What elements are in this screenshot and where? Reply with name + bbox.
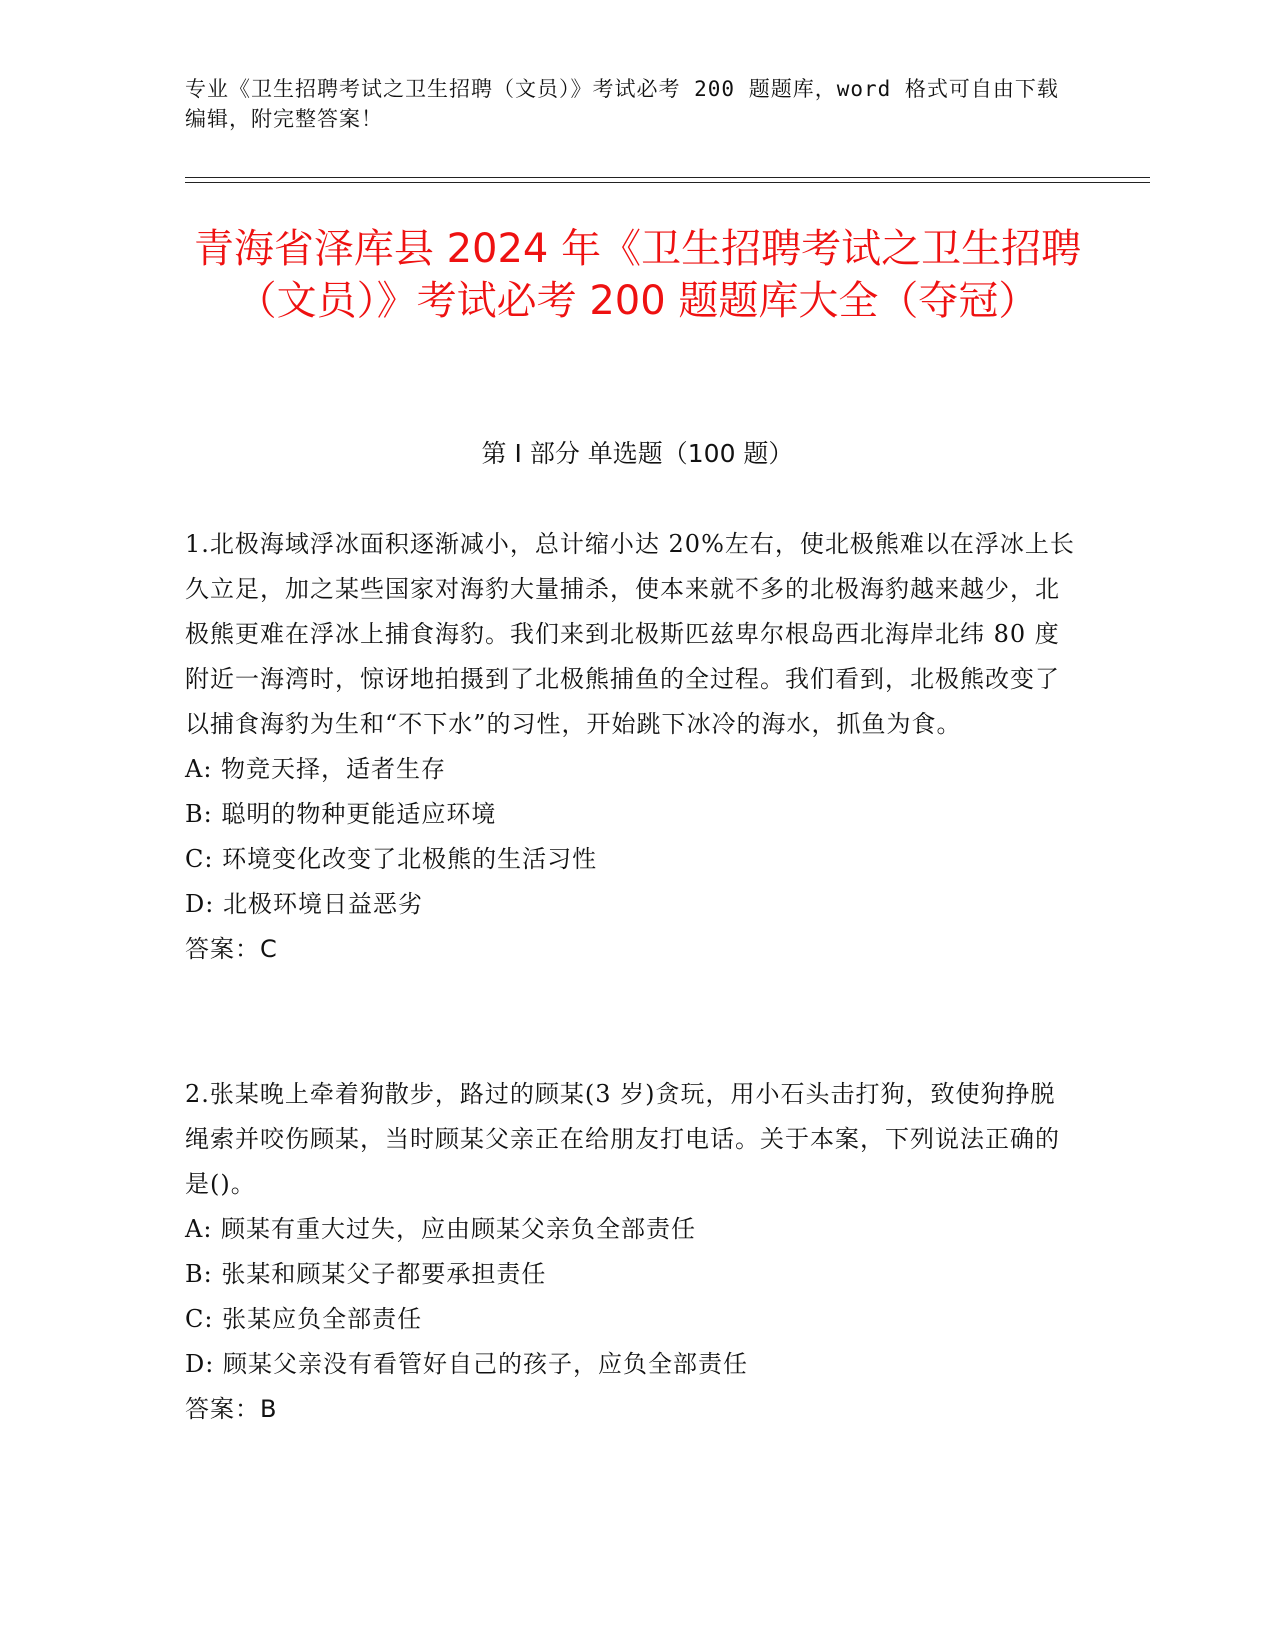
option-c: C: 张某应负全部责任 bbox=[185, 1305, 423, 1333]
answer-label: 答案：C bbox=[185, 935, 278, 963]
option-b: B: 张某和顾某父子都要承担责任 bbox=[185, 1260, 547, 1288]
answer-label: 答案：B bbox=[185, 1395, 278, 1423]
header-note: 专业《卫生招聘考试之卫生招聘（文员）》考试必考 200 题题库，word 格式可自由下载编辑，附完整答案！ bbox=[185, 77, 1059, 131]
header-divider-bottom bbox=[185, 182, 1150, 183]
header-divider-top bbox=[185, 177, 1150, 178]
option-d: D: 北极环境日益恶劣 bbox=[185, 890, 423, 918]
option-b: B: 聪明的物种更能适应环境 bbox=[185, 800, 497, 828]
question-item bbox=[185, 522, 1075, 972]
question-item bbox=[185, 1072, 1075, 1432]
option-a: A: 顾某有重大过失，应由顾某父亲负全部责任 bbox=[185, 1215, 697, 1243]
section-title: 第 I 部分 单选题（100 题） bbox=[481, 439, 794, 468]
option-c: C: 环境变化改变了北极熊的生活习性 bbox=[185, 845, 598, 873]
option-a: A: 物竞天择，适者生存 bbox=[185, 755, 447, 783]
document-title: 青海省泽库县 2024 年《卫生招聘考试之卫生招聘（文员）》考试必考 200 题题库大全（夺冠） bbox=[193, 226, 1082, 324]
question-stem: 2.张某晚上牵着狗散步，路过的顾某(3 岁)贪玩，用小石头击打狗，致使狗挣脱绳索并咬伤顾某，当时顾某父亲正在给朋友打电话。关于本案，下列说法正确的是()。 bbox=[185, 1080, 1060, 1198]
question-stem: 1.北极海域浮冰面积逐渐减小，总计缩小达 20%左右，使北极熊难以在浮冰上长久立足，加之某些国家对海豹大量捕杀，使本来就不多的北极海豹越来越少，北极熊更难在浮冰上捕食海豹。我们来到北极斯匹兹卑尔根岛西北海岸北纬 80 度附近一海湾时，惊讶地拍摄到了北极熊捕鱼的全过程。我们看到，北极熊改变了以捕食海豹为生和“不下水”的习性，开始跳下冰冷的海水，抓鱼为食。 bbox=[185, 530, 1075, 738]
option-d: D: 顾某父亲没有看管好自己的孩子，应负全部责任 bbox=[185, 1350, 748, 1378]
